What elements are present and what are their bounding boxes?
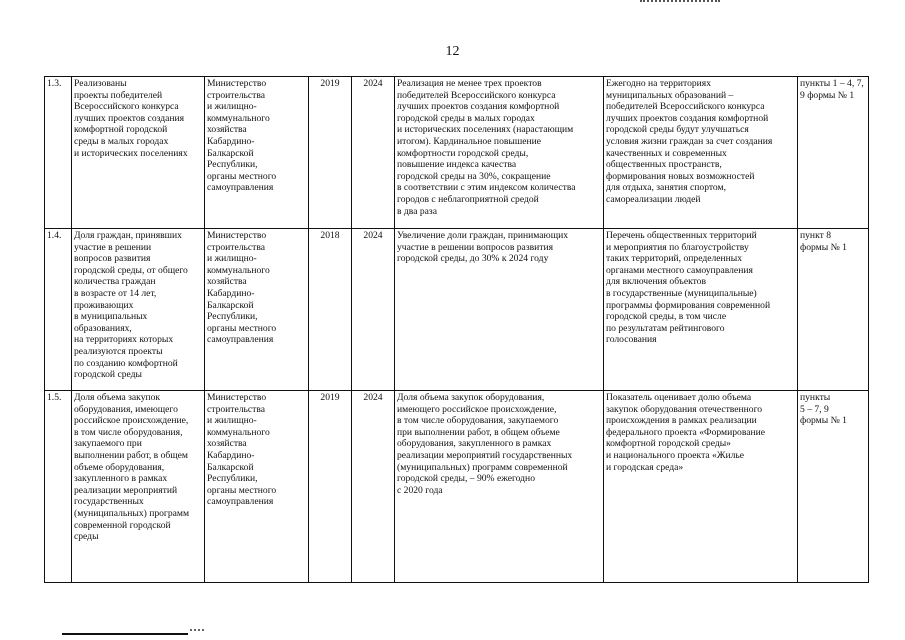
- measures-table: [44, 76, 869, 583]
- responsible-cell: Министерство строительства и жилищно- коммунального хозяйства Кабардино- Балкарской Республики, органы местного самоуправления: [205, 229, 309, 391]
- start-year-cell: 2019: [309, 77, 352, 229]
- result-cell: Доля граждан, принявших участие в решении вопросов развития городской среды, от общего количества граждан в возрасте от 14 лет, проживающих в муниципальных образованиях, на территориях которых реализуются проекты по созданию комфортной городской среды: [72, 229, 205, 391]
- table-row: [45, 229, 869, 391]
- row-number: 1.3.: [45, 77, 72, 229]
- comment-cell: Показатель оценивает долю объема закупок оборудования отечественного происхождения в рамках реализации федерального проекта «Формирование комфортной городской среды» и национального проекта «Жилье и городская среда»: [604, 391, 798, 583]
- form-points-cell: пункт 8 формы № 1: [798, 229, 869, 391]
- end-year-cell: 2024: [352, 391, 395, 583]
- characteristic-cell: Доля объема закупок оборудования, имеющего российское происхождение, в том числе оборудования, закупаемого при выполнении работ, в общем объеме оборудования, закупленного в рамках реализации мероприятий государственных (муниципальных) программ современной городской среды, – 90% ежегодно с 2020 года: [395, 391, 604, 583]
- result-cell: Реализованы проекты победителей Всероссийского конкурса лучших проектов создания комфортной городской среды в малых городах и исторических поселениях: [72, 77, 205, 229]
- table-row: [45, 77, 869, 229]
- page-number: 12: [445, 44, 460, 59]
- end-year-cell: 2024: [352, 229, 395, 391]
- characteristic-cell: Увеличение доли граждан, принимающих участие в решении вопросов развития городской среды, до 30% к 2024 году: [395, 229, 604, 391]
- footnote-mark: [190, 629, 204, 635]
- result-cell: Доля объема закупок оборудования, имеющего российское происхождение, в том числе оборудования, закупаемого при выполнении работ, в общем объеме оборудования, закупленного в рамках реализации мероприятий государственных (муниципальных) программ современной городской среды: [72, 391, 205, 583]
- row-number: 1.4.: [45, 229, 72, 391]
- form-points-cell: пункты 1 – 4, 7, 9 формы № 1: [798, 77, 869, 229]
- start-year-cell: 2018: [309, 229, 352, 391]
- form-points-cell: пункты 5 – 7, 9 формы № 1: [798, 391, 869, 583]
- footnote-separator: [62, 633, 188, 635]
- comment-cell: Ежегодно на территориях муниципальных образований – победителей Всероссийского конкурса лучших проектов создания комфортной городской среды будут улучшаться условия жизни граждан за счет создания качественных и современных общественных пространств, формирования новых возможностей для отдыха, занятия спортом, самореализации людей: [604, 77, 798, 229]
- table-row: [45, 391, 869, 583]
- end-year-cell: 2024: [352, 77, 395, 229]
- characteristic-cell: Реализация не менее трех проектов победителей Всероссийского конкурса лучших проектов создания комфортной городской среды в малых городах и исторических поселениях (нарастающим итогом). Кардинальное повышение комфортности городской среды, повышение индекса качества городской среды на 30%, сокращение в соответствии с этим индексом количества городов с неблагоприятной средой в два раза: [395, 77, 604, 229]
- row-number: 1.5.: [45, 391, 72, 583]
- responsible-cell: Министерство строительства и жилищно- коммунального хозяйства Кабардино- Балкарской Республики, органы местного самоуправления: [205, 391, 309, 583]
- page-top-mark: [640, 0, 720, 4]
- responsible-cell: Министерство строительства и жилищно- коммунального хозяйства Кабардино- Балкарской Республики, органы местного самоуправления: [205, 77, 309, 229]
- start-year-cell: 2019: [309, 391, 352, 583]
- comment-cell: Перечень общественных территорий и мероприятия по благоустройству таких территорий, определенных органами местного самоуправления для включения объектов в государственные (муниципальные) программы формирования современной городской среды, в том числе по результатам рейтингового голосования: [604, 229, 798, 391]
